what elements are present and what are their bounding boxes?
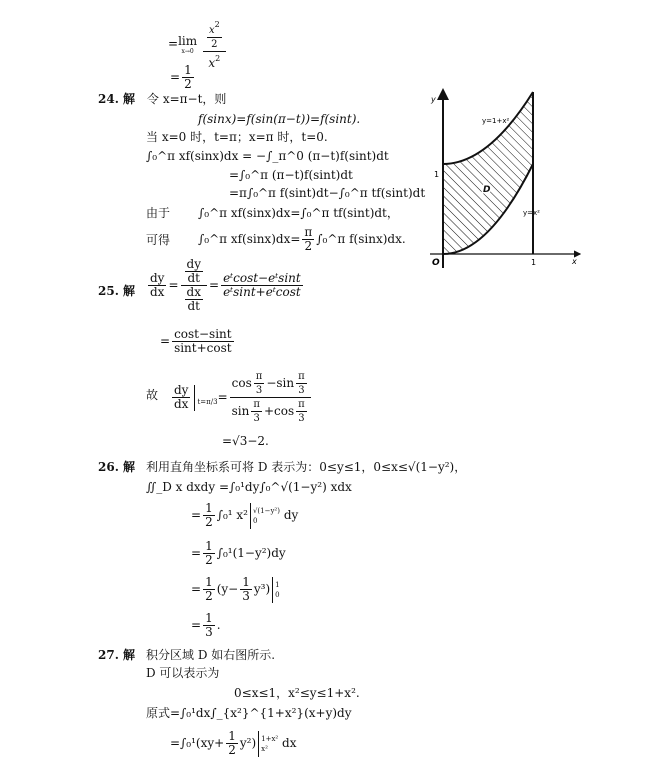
eval-bar xyxy=(194,385,195,411)
p26-label: 26. 解 xyxy=(98,460,136,474)
tick-y-label: 1 xyxy=(434,170,440,179)
p24-line8-lead: 可得 xyxy=(146,233,171,247)
lim-operator: lim x→0 xyxy=(178,33,198,55)
p24-line5: =∫₀^π (π−t)f(sint)dt xyxy=(229,168,353,182)
p26-line1: 利用直角坐标系可将 D 表示为：0≤y≤1，0≤x≤√(1−y²)， xyxy=(146,460,467,474)
p27-line3: 0≤x≤1，x²≤y≤1+x². xyxy=(234,686,360,700)
curve-bottom-label: y=x² xyxy=(523,209,540,217)
region-label: D xyxy=(483,185,491,195)
p24-line8: ∫₀^π xf(sinx)dx= $\frac{\pi}{2}$ ∫₀^π f(sinx)dx. xyxy=(198,225,406,253)
p25-label: 25. 解 xyxy=(98,284,136,298)
p26-line4: = $\frac{1}{2}$ ∫₀¹(1−y²)dy xyxy=(191,539,286,567)
p24-line1: 令 x=π−t，则 xyxy=(147,92,227,106)
p25-result: =√3−2. xyxy=(222,434,269,448)
p24-line6: =π∫₀^π f(sint)dt−∫₀^π tf(sint)dt xyxy=(229,186,426,200)
origin-label: O xyxy=(432,258,440,268)
p25-line3-lead: 故 xyxy=(146,388,159,402)
p25-line1: $\frac{dy}{dx}$ = $\frac{\frac{dy}{dt}}{\frac{dx}{dt}}$ = $\frac{\text{eᵗcost−eᵗsint}}{\text{eᵗsint+eᵗcost}}$ xyxy=(150,257,301,313)
tick-x-label: 1 xyxy=(531,258,537,267)
y-axis-label: y xyxy=(431,95,436,104)
p25-line2: = $\frac{\cos t-\sin t}{\sin t+\cos t}$ xyxy=(160,327,232,355)
p26-line5: = $\frac{1}{2}$ (y− $\frac{1}{3}$ y³) 1 0 xyxy=(191,575,280,603)
p24-label: 24. 解 xyxy=(98,92,136,106)
p27-line4: 原式=∫₀¹dx∫_{x²}^{1+x²}(x+y)dy xyxy=(146,706,352,720)
p25-line3: $\frac{dy}{dx}$ $_{t=\pi/3}$= cos $\frac{\pi}{3}$ −sin $\frac{\pi}{3}$ sin $\frac{\pi}{3}$ +cos $\frac{\pi}{3}$ xyxy=(170,370,313,425)
p27-line1: 积分区域 D 如右图所示. xyxy=(146,648,276,662)
top-limit-line: = lim x→0 $\frac{\frac{x^2}{2}}{x^2}$ xyxy=(168,18,228,70)
p24-line2: f(sinx)=f(sin(π−t))=f(sint). xyxy=(198,112,361,126)
p26-line3: = $\frac{1}{2}$ ∫₀¹ x² √(1−y²) 0 dy xyxy=(191,501,299,529)
x-axis-label: x xyxy=(572,257,577,266)
p26-line2: ∬_D x dxdy =∫₀¹dy∫₀^√(1−y²) xdx xyxy=(146,480,352,494)
region-figure xyxy=(420,88,585,270)
p24-line7: ∫₀^π xf(sinx)dx=∫₀^π tf(sint)dt， xyxy=(198,206,399,220)
p27-line5: =∫₀¹(xy+ $\frac{1}{2}$ y²) 1+x² x² dx xyxy=(170,729,297,757)
p24-line3: 当 x=0 时，t=π；x=π 时，t=0. xyxy=(146,130,328,144)
top-result-line: = $\frac{1}{2}$ xyxy=(170,63,192,91)
p27-label: 27. 解 xyxy=(98,648,136,662)
p26-result: = $\frac{1}{3}$ . xyxy=(191,611,221,639)
p24-line7-lead: 由于 xyxy=(146,206,171,220)
curve-top-label: y=1+x² xyxy=(482,117,510,125)
p24-line4: ∫₀^π xf(sinx)dx = −∫_π^0 (π−t)f(sint)dt xyxy=(146,149,389,163)
p27-line2: D 可以表示为 xyxy=(146,666,220,680)
limit-fraction: $\frac{\frac{x^2}{2}}{x^2}$ xyxy=(203,18,226,70)
